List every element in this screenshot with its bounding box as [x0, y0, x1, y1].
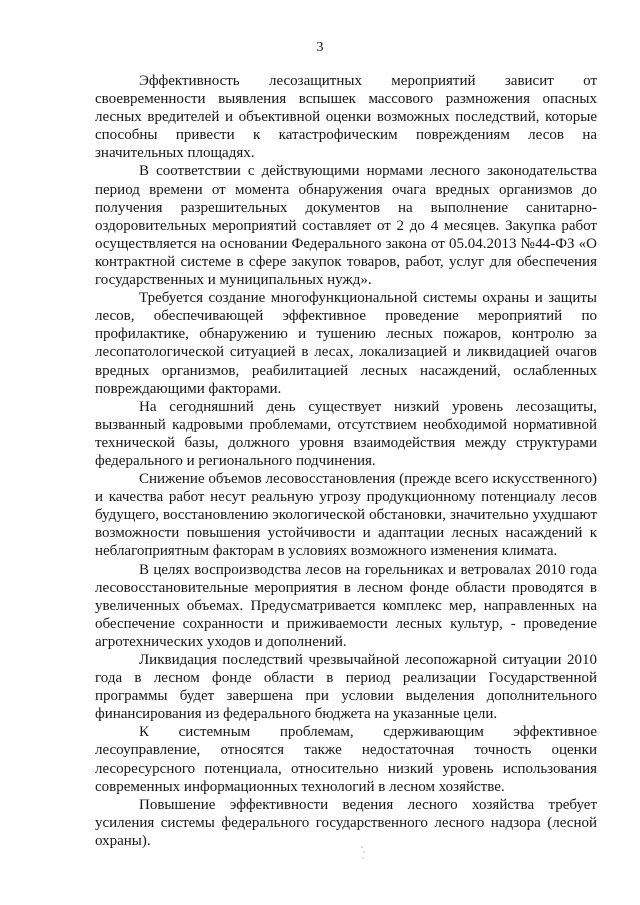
scan-speck-mark: [360, 845, 366, 861]
paragraph-6: В целях воспроизводства лесов на горельниках и ветровалах 2010 года лесовосстановительные мероприятия в лесном фонде области проводятся в увеличенных объемах. Предусматривается комплекс мер, направленных на обеспечение сохранности и приживаемости лесных культур, - проведение агротехнических уходов и дополнений.: [95, 561, 597, 650]
body-text: [95, 72, 597, 850]
paragraph-8: К системным проблемам, сдерживающим эффективное лесоуправление, относятся также недостаточная точность оценки лесоресурсного потенциала, относительно низкий уровень использования современных информационных технологий в лесном хозяйстве.: [95, 724, 597, 795]
paragraph-9: Повышение эффективности ведения лесного хозяйства требует усиления системы федерального государственного лесного надзора (лесной охраны).: [95, 796, 597, 849]
paragraph-5: Снижение объемов лесовосстановления (прежде всего искусственного) и качества работ несут реальную угрозу продукционному потенциалу лесов будущего, восстановлению экологической обстановки, значительно ухудшают возможности повышения устойчивости и адаптации лесных насаждений к неблагоприятным факторам в условиях возможного изменения климата.: [95, 471, 597, 560]
paragraph-3: Требуется создание многофункциональной системы охраны и защиты лесов, обеспечивающей эффективное проведение мероприятий по профилактике, обнаружению и тушению лесных пожаров, контролю за лесопатологической ситуацией в лесах, локализацией и ликвидацией очагов вредных организмов, реабилитацией лесных насаждений, ослабленных повреждающими факторами.: [95, 290, 597, 397]
paragraph-2: В соответствии с действующими нормами лесного законодательства период времени от момента обнаружения очага вредных организмов до получения разрешительных документов на выполнение санитарно-оздоровительных мероприятий составляет от 2 до 4 месяцев. Закупка работ осуществляется на основании Федерального закона от 05.04.2013 №44-ФЗ «О контрактной системе в сфере закупок товаров, работ, услуг для обеспечения государственных и муниципальных нужд».: [95, 163, 597, 289]
page-number: 3: [316, 40, 324, 55]
paragraph-1: Эффективность лесозащитных мероприятий зависит от своевременности выявления вспышек массового размножения опасных лесных вредителей и объективной оценки возможных последствий, которые способны привести к катастрофическим повреждениям лесов на значительных площадях.: [95, 73, 597, 162]
paragraph-7: Ликвидация последствий чрезвычайной лесопожарной ситуации 2010 года в лесном фонде области в период реализации Государственной программы будет завершена при условии выделения дополнительного финансирования из федерального бюджета на указанные цели.: [95, 652, 597, 723]
paragraph-4: На сегодняшний день существует низкий уровень лесозащиты, вызванный кадровыми проблемами, отсутствием необходимой нормативной технической базы, должного уровня взаимодействия между структурами федерального и регионального подчинения.: [95, 398, 597, 469]
